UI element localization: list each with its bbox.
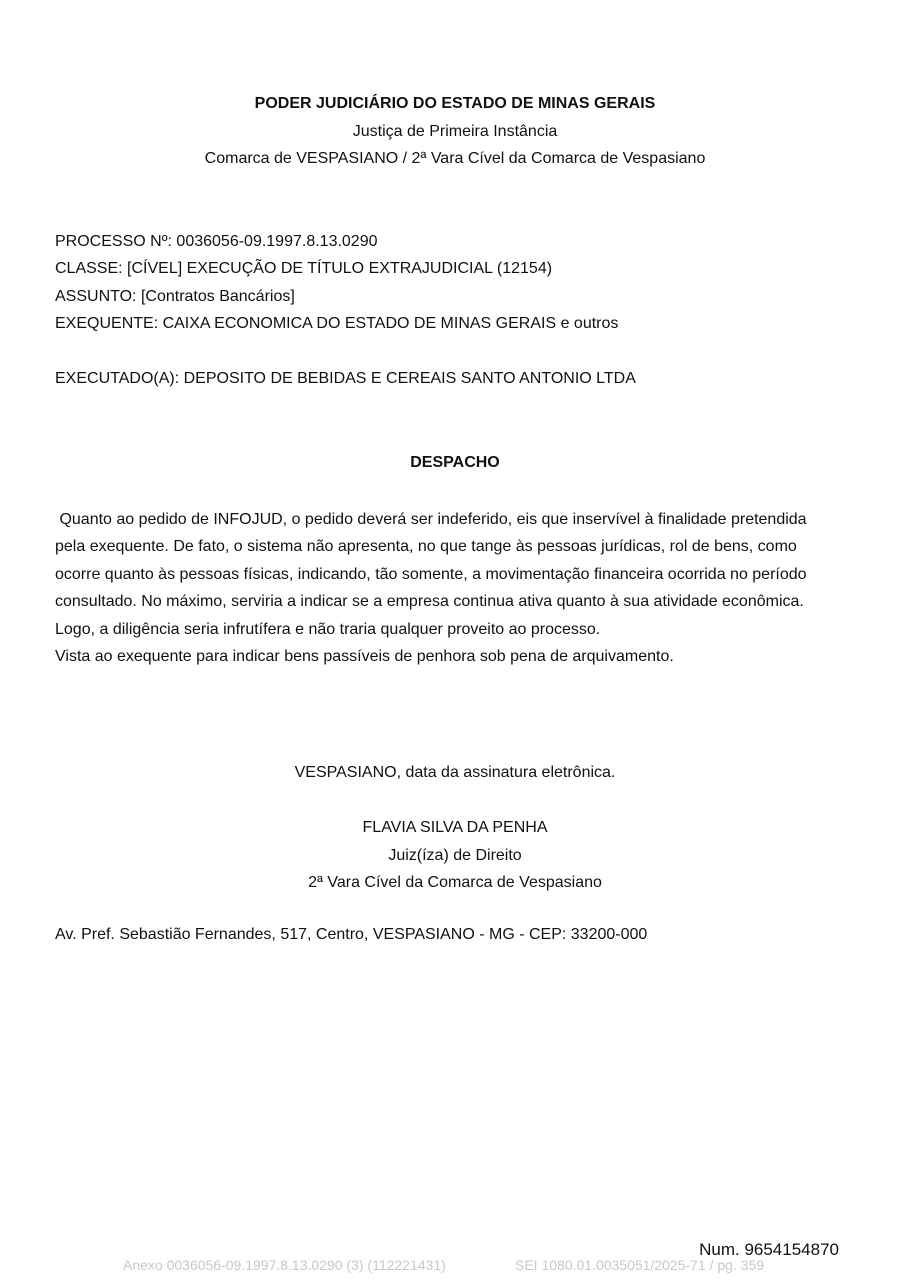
- classe-line: CLASSE: [CÍVEL] EXECUÇÃO DE TÍTULO EXTRAJUDICIAL (12154): [55, 260, 553, 277]
- court-title: PODER JUDICIÁRIO DO ESTADO DE MINAS GERAIS: [254, 95, 656, 112]
- court-address: Av. Pref. Sebastião Fernandes, 517, Centro, VESPASIANO - MG - CEP: 33200-000: [55, 926, 648, 943]
- document-title: DESPACHO: [410, 454, 500, 471]
- document-number: Num. 9654154870: [699, 1240, 839, 1259]
- processo-line: PROCESSO Nº: 0036056-09.1997.8.13.0290: [55, 233, 378, 250]
- body-line: ocorre quanto às pessoas físicas, indicando, tão somente, a movimentação financeira ocorrida no período: [55, 565, 807, 583]
- document-body: [55, 506, 855, 670]
- annex-reference: Anexo 0036056-09.1997.8.13.0290 (3) (112221431): [123, 1257, 446, 1273]
- executado-line: EXECUTADO(A): DEPOSITO DE BEBIDAS E CEREAIS SANTO ANTONIO LTDA: [55, 370, 636, 387]
- body-line: Vista ao exequente para indicar bens passíveis de penhora sob pena de arquivamento.: [55, 648, 674, 666]
- body-line: pela exequente. De fato, o sistema não apresenta, no que tange às pessoas jurídicas, rol de bens, como: [55, 538, 797, 556]
- body-line: Quanto ao pedido de INFOJUD, o pedido deverá ser indeferido, eis que inservível à finalidade pretendida: [55, 511, 807, 528]
- sei-reference: SEI 1080.01.0035051/2025-71 / pg. 359: [515, 1257, 765, 1273]
- instance-line: Justiça de Primeira Instância: [352, 123, 558, 140]
- place-date: VESPASIANO, data da assinatura eletrônica.: [294, 764, 616, 781]
- body-line: Logo, a diligência seria infrutífera e não traria qualquer proveito ao processo.: [55, 620, 601, 638]
- signer-role: Juiz(íza) de Direito: [388, 847, 522, 864]
- assunto-line: ASSUNTO: [Contratos Bancários]: [55, 288, 295, 305]
- exequente-line: EXEQUENTE: CAIXA ECONOMICA DO ESTADO DE MINAS GERAIS e outros: [55, 315, 619, 332]
- body-line: consultado. No máximo, serviria a indicar se a empresa continua ativa quanto à sua atividade econômica.: [55, 593, 804, 611]
- signer-court: 2ª Vara Cível da Comarca de Vespasiano: [308, 874, 602, 891]
- district-line: Comarca de VESPASIANO / 2ª Vara Cível da Comarca de Vespasiano: [204, 150, 706, 167]
- signer-name: FLAVIA SILVA DA PENHA: [362, 819, 548, 836]
